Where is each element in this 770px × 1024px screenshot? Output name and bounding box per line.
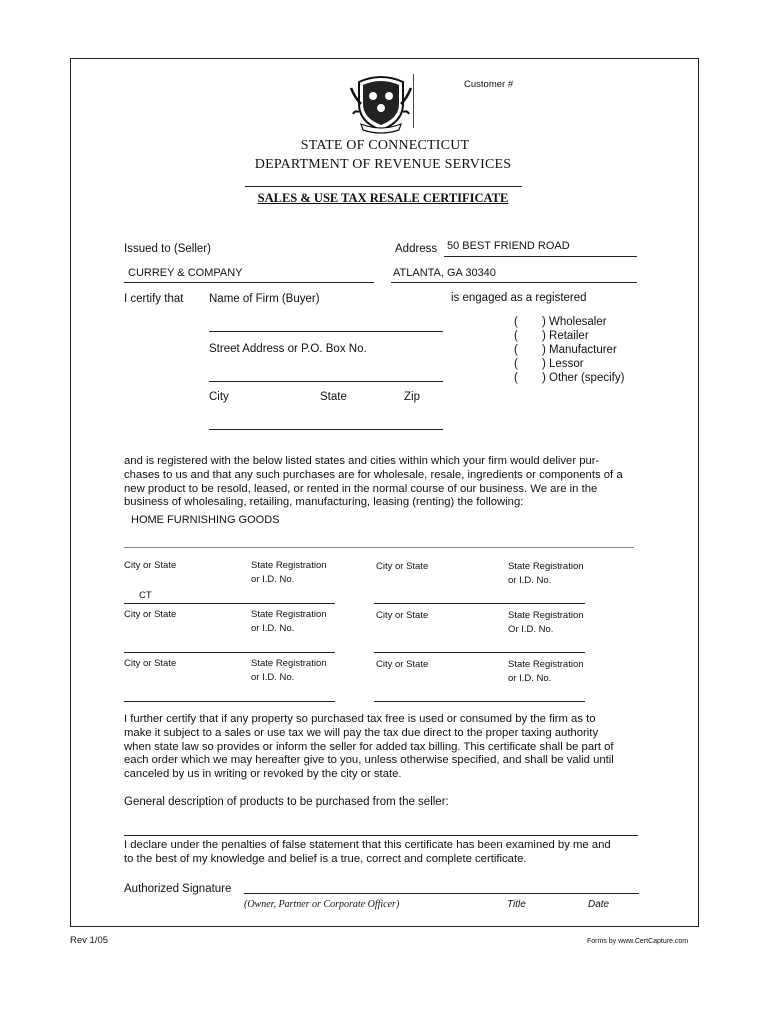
city-state-zip-line[interactable]	[209, 429, 443, 430]
seller-city-line	[391, 282, 637, 283]
city-state-label-4: City or State	[376, 610, 429, 621]
customer-number-label: Customer #	[464, 79, 514, 90]
title-caption: Title	[507, 899, 526, 910]
signature-line[interactable]	[244, 893, 639, 894]
city-state-label-2: City or State	[376, 561, 429, 572]
reg-label-5b: or I.D. No.	[251, 672, 295, 683]
reg-line-1[interactable]	[124, 603, 335, 604]
city-state-label-6: City or State	[376, 659, 429, 670]
reg-label-3b: or I.D. No.	[251, 623, 295, 634]
declaration-paragraph: I declare under the penalties of false statement that this certificate has been examined by me and to the best of my knowledge and belief is a true, correct and complete certificate.	[124, 839, 611, 865]
city-state-label-1: City or State	[124, 560, 177, 571]
seller-name-value[interactable]: CURREY & COMPANY	[128, 267, 243, 279]
forms-by-link[interactable]: Forms by www.CertCapture.com	[587, 938, 689, 945]
certification-paragraph: I further certify that if any property so purchased tax free is used or consumed by the firm as to make it subject to a sales or use tax we will pay the tax due direct to the proper taxing authority when state law so provides or inform the seller for added tax billing. This certificate shall be part of each order which we may hereafter give to you, unless otherwise specified, and shall be valid until canceled by us in writing or revoked by the city or state.	[124, 713, 614, 781]
reg-label-6b: or I.D. No.	[508, 673, 552, 684]
connecticut-seal-logo	[349, 74, 413, 134]
reg-label-3a: State Registration	[251, 609, 327, 620]
business-description-value[interactable]: HOME FURNISHING GOODS	[131, 514, 280, 526]
option-lessor[interactable]: ( ) Lessor	[514, 358, 584, 370]
address-label: Address	[395, 243, 438, 255]
reg-line-4[interactable]	[374, 652, 585, 653]
registration-state-value[interactable]: CT	[139, 590, 152, 601]
issued-to-label: Issued to (Seller)	[124, 243, 211, 255]
reg-label-4b: Or I.D. No.	[508, 624, 554, 635]
option-wholesaler[interactable]: ( ) Wholesaler	[514, 316, 607, 328]
reg-line-3[interactable]	[124, 652, 335, 653]
general-description-label: General description of products to be purchased from the seller:	[124, 796, 449, 808]
reg-label-5a: State Registration	[251, 658, 327, 669]
zip-label: Zip	[404, 391, 420, 403]
state-label: State	[320, 391, 347, 403]
firm-name-line[interactable]	[209, 331, 443, 332]
seller-address-value[interactable]: 50 BEST FRIEND ROAD	[447, 240, 570, 252]
general-description-line[interactable]	[124, 835, 638, 836]
city-state-label-3: City or State	[124, 609, 177, 620]
reg-label-2a: State Registration	[508, 561, 584, 572]
reg-label-1a: State Registration	[251, 560, 327, 571]
title-rule-top	[245, 186, 522, 187]
business-line	[124, 547, 634, 548]
address-line	[444, 256, 637, 257]
option-manufacturer[interactable]: ( ) Manufacturer	[514, 344, 617, 356]
date-caption: Date	[588, 899, 610, 910]
department-heading: DEPARTMENT OF REVENUE SERVICES	[254, 157, 512, 172]
city-label: City	[209, 391, 229, 403]
option-retailer[interactable]: ( ) Retailer	[514, 330, 589, 342]
signature-label: Authorized Signature	[124, 883, 232, 895]
registration-paragraph: and is registered with the below listed states and cities within which your firm would deliver pur- chases to us and that any such purchases are for wholesale, resale, ingredients or components of a new product to be resold, leased, or rented in the normal course of our business. We are in the business of wholesaling, retailing, manufacturing, leasing (renting) the following:	[124, 455, 623, 509]
reg-label-6a: State Registration	[508, 659, 584, 670]
reg-label-4a: State Registration	[508, 610, 584, 621]
firm-name-label: Name of Firm (Buyer)	[209, 293, 320, 305]
street-address-line[interactable]	[209, 381, 443, 382]
reg-label-1b: or I.D. No.	[251, 574, 295, 585]
owner-caption: (Owner, Partner or Corporate Officer)	[244, 899, 400, 910]
option-other[interactable]: ( ) Other (specify)	[514, 372, 625, 384]
reg-label-2b: or I.D. No.	[508, 575, 552, 586]
reg-line-5[interactable]	[124, 701, 335, 702]
reg-line-6[interactable]	[374, 701, 585, 702]
certificate-title: SALES & USE TAX RESALE CERTIFICATE	[257, 191, 509, 205]
engaged-label: is engaged as a registered	[451, 292, 587, 304]
city-state-label-5: City or State	[124, 658, 177, 669]
revision-label: Rev 1/05	[70, 935, 109, 946]
state-heading: STATE OF CONNECTICUT	[300, 138, 470, 153]
seal-divider	[413, 74, 414, 128]
street-address-label: Street Address or P.O. Box No.	[209, 343, 367, 355]
reg-line-2[interactable]	[374, 603, 585, 604]
certify-label: I certify that	[124, 293, 184, 305]
seller-name-line	[124, 282, 374, 283]
seller-city-value[interactable]: ATLANTA, GA 30340	[393, 267, 496, 279]
